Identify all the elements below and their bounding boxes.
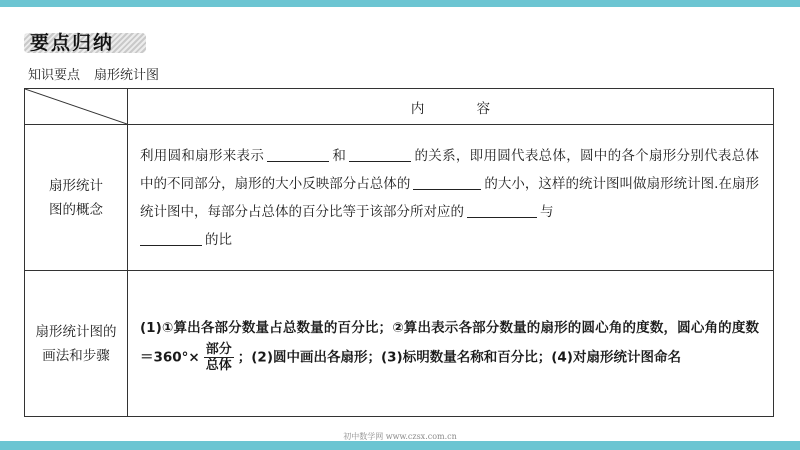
fraction-numerator: 部分 — [205, 342, 232, 357]
topic-subtitle — [28, 64, 159, 83]
content-text: 的大小，这样的统计图叫做扇形统计图.在扇形统计图中，每部分占总体的百分比等于该部分所对应的 — [140, 175, 759, 220]
top-accent-bar — [0, 0, 800, 7]
diagonal-corner-cell — [25, 89, 128, 125]
steps-content — [128, 271, 774, 417]
topic-name: 扇形统计图 — [94, 68, 160, 83]
content-header: 内 容 — [128, 89, 774, 125]
content-text: 的比 — [205, 231, 232, 248]
table-row — [25, 271, 774, 417]
fraction — [204, 342, 234, 373]
content-text: 利用圆和扇形来表示 — [140, 147, 265, 164]
row-label-line: 扇形统计 — [49, 177, 103, 194]
content-text: ；(2)圆中画出各扇形；(3)标明数量名称和百分比；(4)对扇形统计图命名 — [237, 349, 681, 366]
fill-blank[interactable] — [267, 147, 329, 162]
diagonal-line — [25, 89, 127, 124]
concept-content — [128, 125, 774, 271]
section-title — [24, 30, 146, 54]
fill-blank[interactable] — [140, 231, 202, 246]
fill-blank[interactable] — [413, 175, 481, 190]
table-row — [25, 125, 774, 271]
topic-label: 知识要点 — [28, 68, 81, 83]
row-label-concept — [25, 125, 128, 271]
footer-watermark: 初中数学网 www.czsx.com.cn — [343, 432, 457, 441]
content-text: 和 — [332, 147, 347, 164]
row-label-steps — [25, 271, 128, 417]
content-text: 的关系，即用圆代表总体，圆中的各个扇形分别代表总体中的不同部分，扇形的大小反映部分占总体的 — [140, 147, 760, 192]
row-label-line: 扇形统计图的 — [35, 323, 117, 340]
section-title-text: 要点归纳 — [30, 32, 115, 54]
bottom-accent-bar — [0, 441, 800, 450]
table-header-row — [25, 89, 774, 125]
fill-blank[interactable] — [467, 203, 537, 218]
fill-blank[interactable] — [349, 147, 411, 162]
fraction-denominator: 总体 — [205, 358, 232, 373]
row-label-line: 图的概念 — [49, 201, 103, 218]
row-label-line: 画法和步骤 — [42, 347, 110, 364]
content-text: (1)①算出各部分数量占总数量的百分比；②算出表示各部分数量的扇形的圆心角的度数，圆心角的度数＝360°× — [140, 320, 759, 366]
content-text: 与 — [540, 203, 554, 220]
knowledge-table — [24, 88, 774, 417]
